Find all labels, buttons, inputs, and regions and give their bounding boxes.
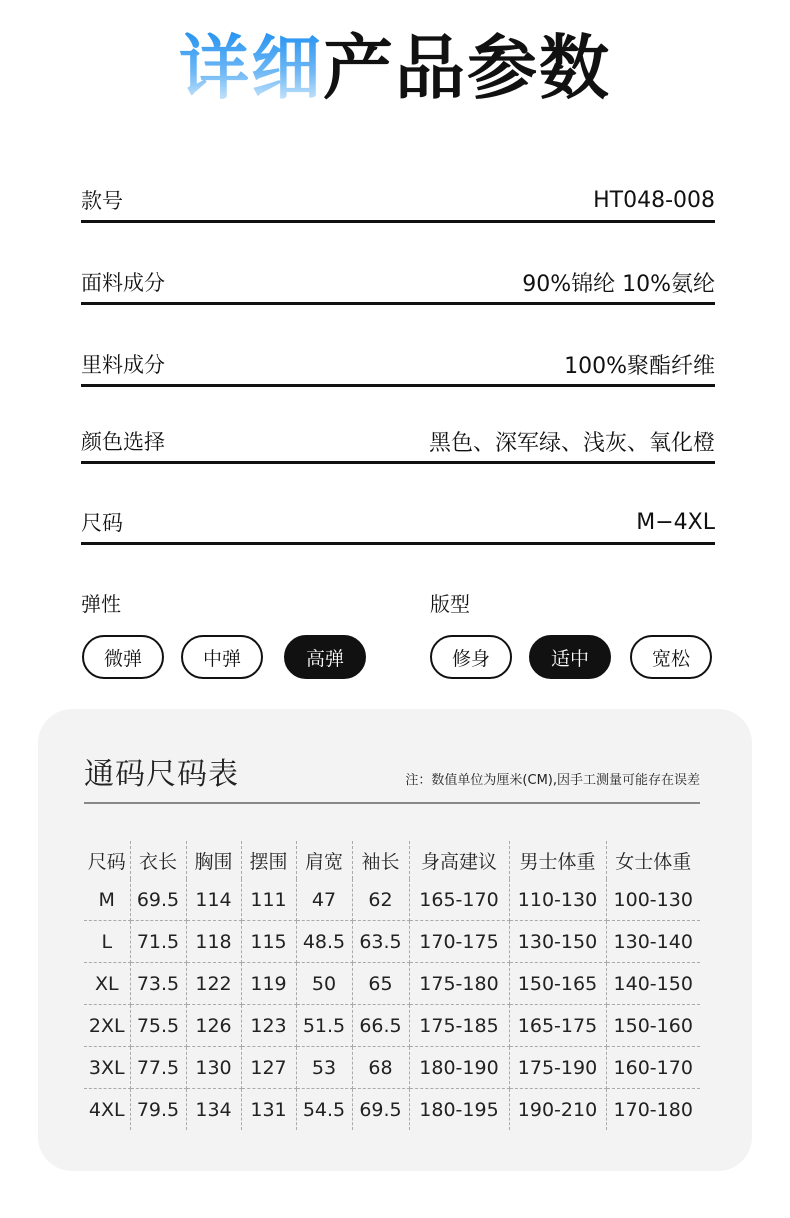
table-cell: 170-180 [613, 1098, 693, 1121]
table-cell: 115 [241, 921, 296, 963]
table-cell: 127 [241, 1047, 296, 1089]
table-cell: 130 [186, 1047, 241, 1089]
table-cell: 110-130 [509, 879, 606, 921]
table-cell: 118 [186, 921, 241, 963]
table-cell: 77.5 [130, 1047, 186, 1089]
table-cell: 140-150 [606, 963, 700, 1005]
column-header: 身高建议 [409, 841, 509, 879]
spec-value: HT048-008 [593, 187, 715, 213]
table-cell: 69.5 [352, 1089, 409, 1131]
column-header: 袖长 [352, 841, 409, 879]
column-header: 尺码 [84, 841, 130, 879]
size-chart-title: 通码尺码表 [84, 757, 239, 792]
column-header: 肩宽 [296, 841, 352, 879]
size-table [84, 841, 700, 1130]
table-cell: 126 [186, 1005, 241, 1047]
table-cell: 3XL [84, 1047, 130, 1089]
spec-label: 尺码 [81, 511, 123, 535]
table-row [84, 1089, 700, 1131]
table-row [84, 963, 700, 1005]
elasticity-option-high[interactable]: 高弹 [284, 635, 366, 679]
table-row [84, 1047, 700, 1089]
size-chart-note: 注：数值单位为厘米(CM),因手工测量可能存在误差 [405, 773, 700, 788]
table-cell: 53 [296, 1047, 352, 1089]
table-cell: 111 [241, 879, 296, 921]
table-row [84, 921, 700, 963]
table-cell: 131 [241, 1089, 296, 1131]
spec-row-size [81, 502, 715, 545]
spec-label: 款号 [81, 189, 123, 213]
table-cell: 134 [186, 1089, 241, 1131]
table-cell: 79.5 [130, 1089, 186, 1131]
table-cell: 2XL [84, 1005, 130, 1047]
title-highlight: 详细 [179, 27, 323, 109]
spec-value: M−4XL [636, 509, 715, 535]
table-row [84, 879, 700, 921]
table-cell: 165-175 [509, 1005, 606, 1047]
table-header-row [84, 841, 700, 879]
spec-label: 面料成分 [81, 271, 165, 295]
spec-row-fabric [81, 262, 715, 305]
fit-option-slim[interactable]: 修身 [430, 635, 512, 679]
fit-option-loose[interactable]: 宽松 [630, 635, 712, 679]
table-cell: 119 [241, 963, 296, 1005]
table-cell: 180-190 [409, 1047, 509, 1089]
spec-row-colors [81, 421, 715, 464]
column-header: 摆围 [241, 841, 296, 879]
spec-row-lining [81, 344, 715, 387]
spec-value: 100%聚酯纤维 [564, 353, 715, 379]
table-cell: 175-185 [409, 1005, 509, 1047]
column-header: 衣长 [130, 841, 186, 879]
table-cell: L [84, 921, 130, 963]
table-cell: 175-190 [509, 1047, 606, 1089]
table-cell: 62 [352, 879, 409, 921]
table-cell: 68 [352, 1047, 409, 1089]
table-cell: 66.5 [352, 1005, 409, 1047]
table-cell: 175-180 [409, 963, 509, 1005]
spec-label: 颜色选择 [81, 430, 165, 454]
title-rest: 产品参数 [323, 27, 611, 109]
table-cell: 69.5 [130, 879, 186, 921]
table-cell: 73.5 [130, 963, 186, 1005]
table-cell: 160-170 [606, 1047, 700, 1089]
spec-label: 里料成分 [81, 353, 165, 377]
table-cell: XL [84, 963, 130, 1005]
table-cell: 170-175 [409, 921, 509, 963]
table-cell: 130-140 [606, 921, 700, 963]
elasticity-option-medium[interactable]: 中弹 [181, 635, 263, 679]
table-cell: 130-150 [509, 921, 606, 963]
table-cell: 47 [296, 879, 352, 921]
table-cell: 48.5 [296, 921, 352, 963]
fit-option-regular[interactable]: 适中 [529, 635, 611, 679]
table-cell: M [84, 879, 130, 921]
table-cell: 114 [186, 879, 241, 921]
spec-value: 90%锦纶 10%氨纶 [522, 271, 715, 297]
column-header: 胸围 [186, 841, 241, 879]
table-cell: 71.5 [130, 921, 186, 963]
page-title [0, 28, 790, 108]
column-header: 男士体重 [509, 841, 606, 879]
column-header: 女士体重 [615, 850, 692, 873]
table-cell: 150-165 [509, 963, 606, 1005]
elasticity-option-low[interactable]: 微弹 [82, 635, 164, 679]
table-cell: 180-195 [409, 1089, 509, 1131]
size-chart-card [38, 709, 752, 1171]
spec-row-style-number [81, 180, 715, 223]
table-cell: 65 [352, 963, 409, 1005]
table-cell: 63.5 [352, 921, 409, 963]
elasticity-label: 弹性 [81, 592, 121, 616]
table-cell: 190-210 [509, 1089, 606, 1131]
divider [84, 802, 700, 804]
table-cell: 122 [186, 963, 241, 1005]
table-cell: 75.5 [130, 1005, 186, 1047]
table-cell: 50 [296, 963, 352, 1005]
table-cell: 54.5 [296, 1089, 352, 1131]
table-cell: 100-130 [606, 879, 700, 921]
table-cell: 123 [241, 1005, 296, 1047]
table-cell: 165-170 [409, 879, 509, 921]
table-cell: 150-160 [606, 1005, 700, 1047]
table-cell: 4XL [84, 1089, 130, 1131]
table-cell: 51.5 [296, 1005, 352, 1047]
table-row [84, 1005, 700, 1047]
spec-value: 黑色、深军绿、浅灰、氧化橙 [428, 430, 715, 456]
fit-label: 版型 [430, 592, 470, 616]
